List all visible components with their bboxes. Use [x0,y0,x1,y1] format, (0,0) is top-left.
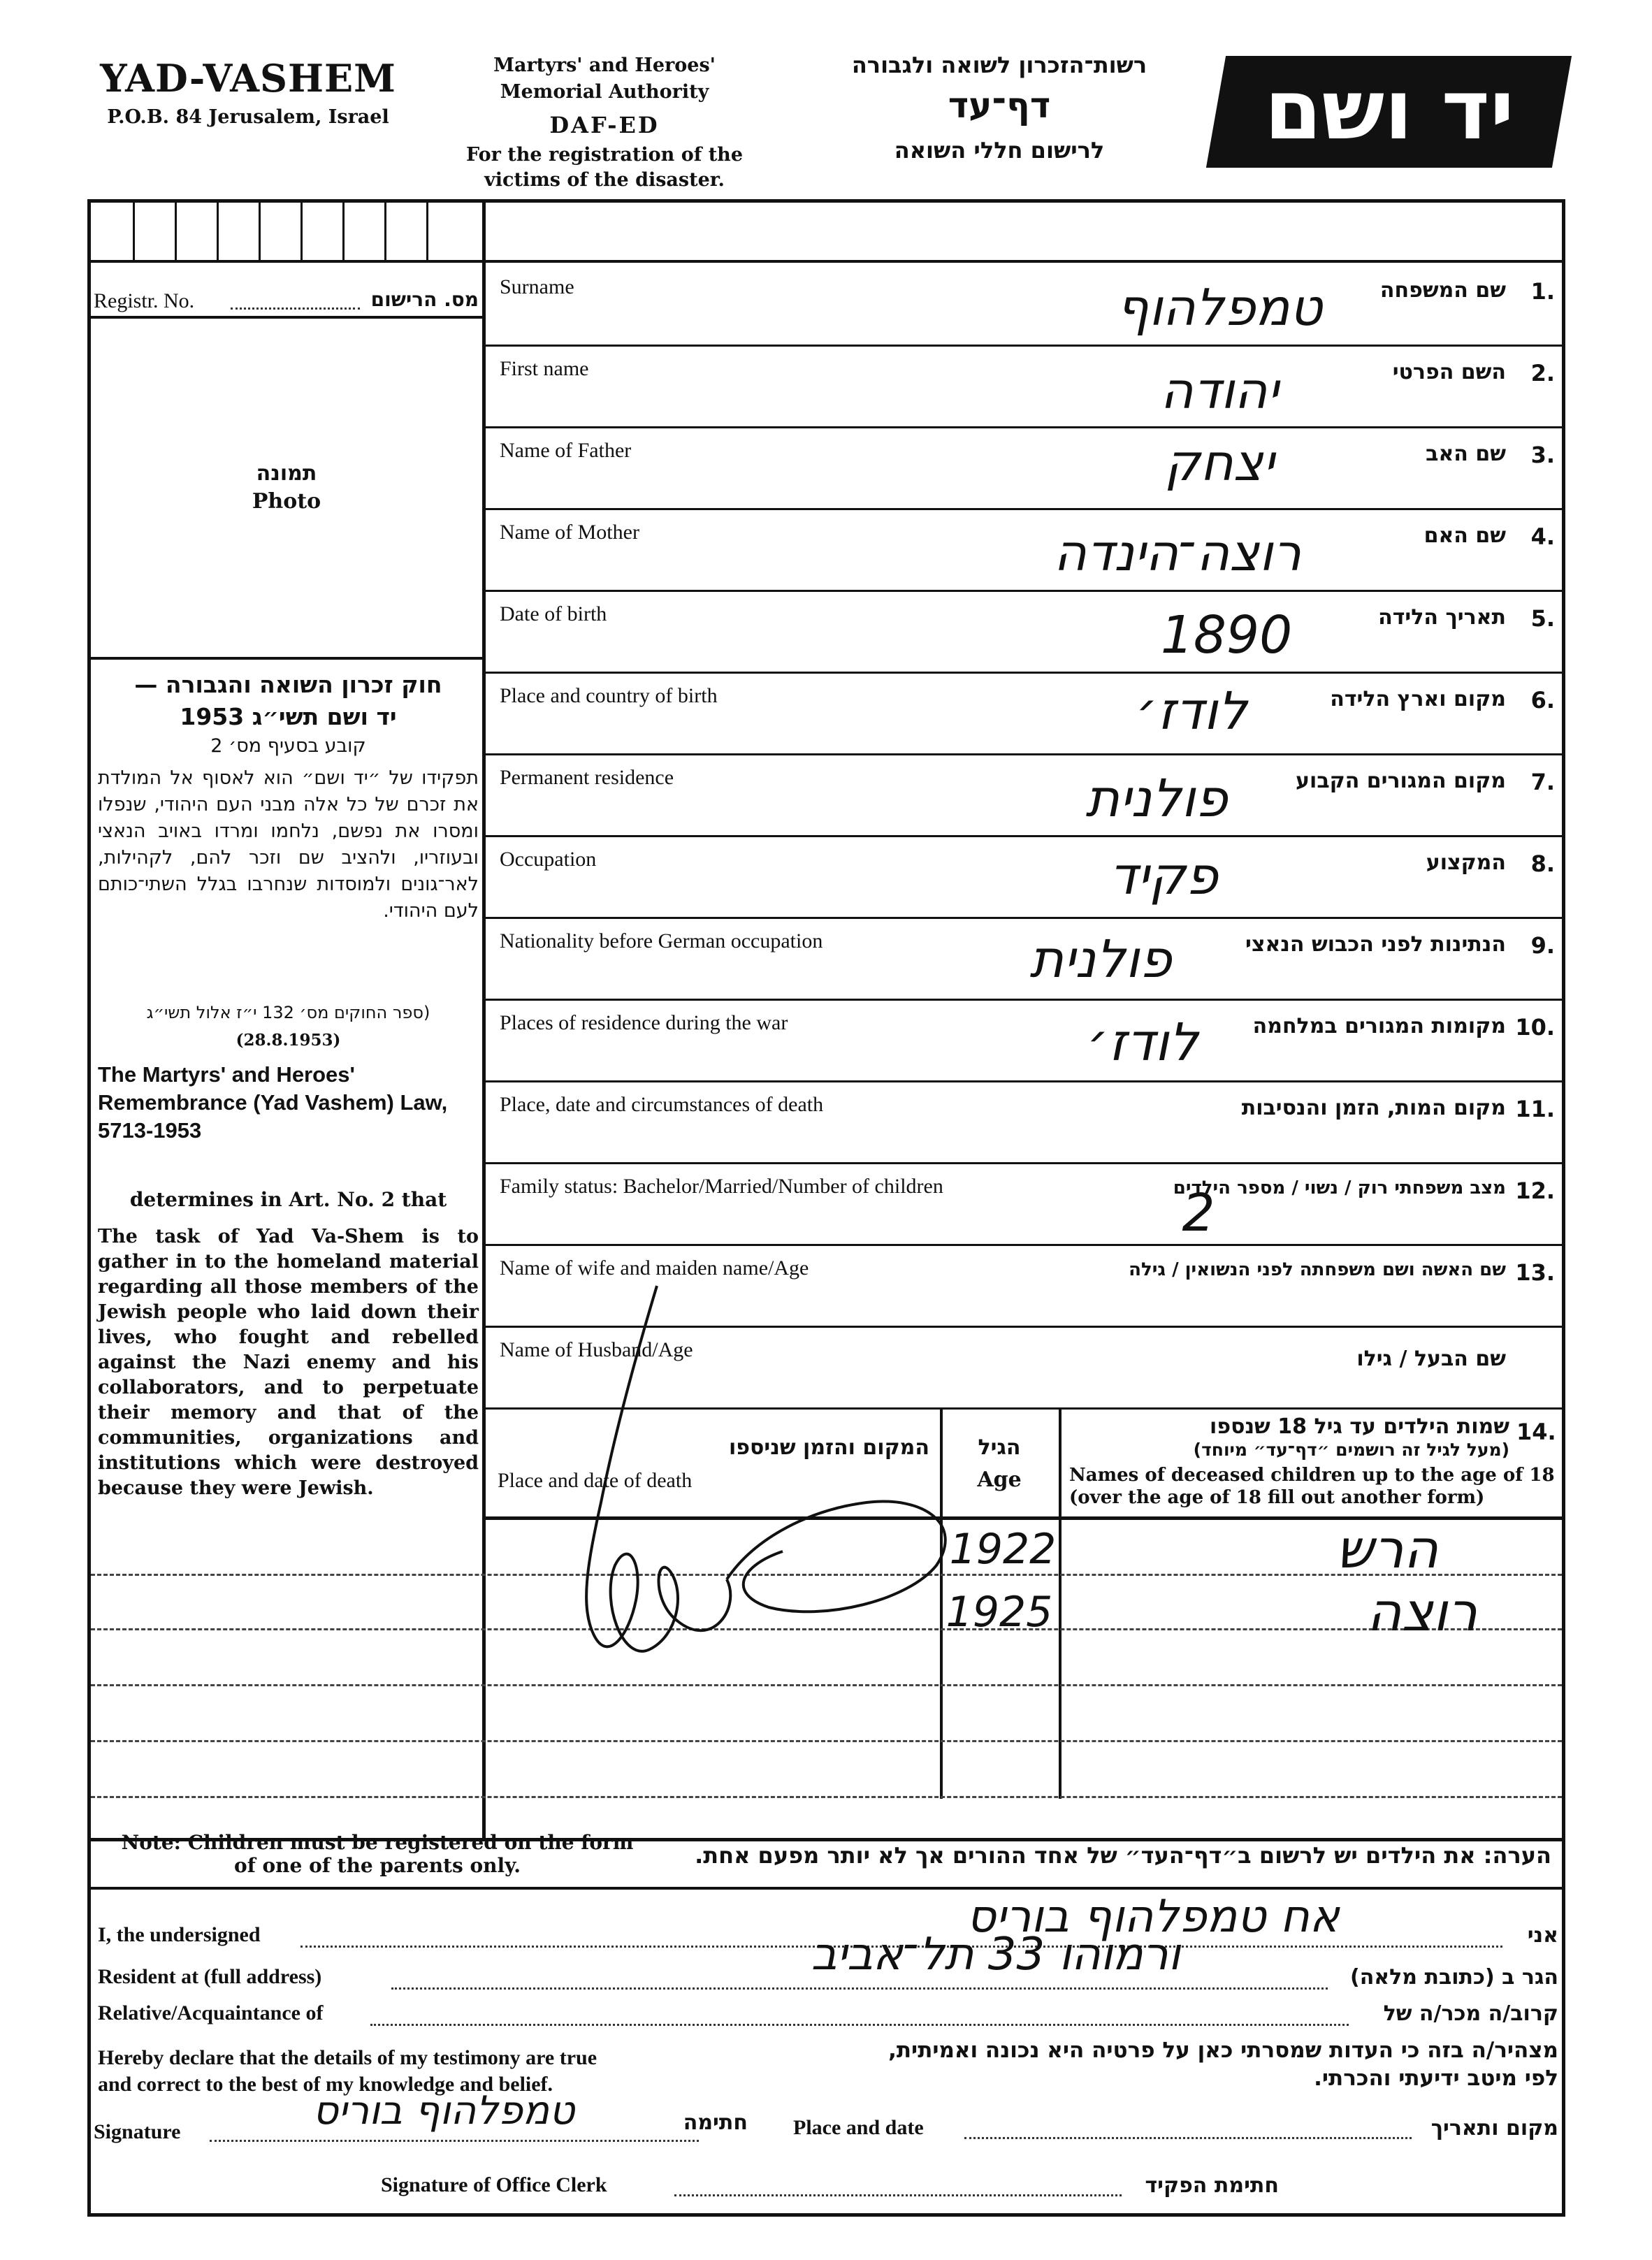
children-title-he: שמות הילדים עד גיל 18 שנספו [1210,1414,1509,1439]
children-subtitle-he: (מעל לגיל זה רושמים ״דף־עד״ מיוחד) [1193,1440,1509,1460]
field-number: 3. [1530,442,1555,468]
field-label-he: הנתינות לפני הכבוש הנאצי [1245,932,1506,957]
registr-label-en: Registr. No. [94,289,195,312]
declare-en-2: and correct to the best of my knowledge and belief. [98,2073,553,2096]
child-name[interactable]: הרש [1335,1518,1439,1580]
field-row[interactable] [486,999,1562,1082]
field-row[interactable] [486,917,1562,1001]
field-value[interactable]: לודז׳ [1087,1013,1198,1073]
field-label-he: שם המשפחה [1379,278,1506,303]
law-text-en: The task of Yad Va-Shem is to gather in to the homeland material regarding all those members of the Jewish people who laid down their lives, who fought and rebelled against the Nazi enemy and his collaborators, and to perpetuate their memory and that of the communities, organizations and institutions which were destroyed because they were Jewish. [98,1226,479,1499]
field-number: 2. [1530,360,1555,386]
authority-he: רשות־הזכרון לשואה ולגבורה [851,52,1147,78]
form-name-he: דף־עד [948,85,1051,126]
law-art-en: determines in Art. No. 2 that [129,1188,447,1211]
field-value[interactable]: לודז׳ [1136,681,1247,741]
undersigned-label-he: אני [1527,1923,1558,1948]
field-label-he: המקצוע [1426,850,1506,875]
law-ref-date: (28.8.1953) [236,1031,341,1050]
resident-value[interactable]: ורמוהו 33 תל־אביב [811,1929,1181,1980]
field-label-he: מקומות המגורים במלחמה [1252,1014,1506,1038]
field-label-he: מצב משפחתי רוק / נשוי / מספר הילדים [1173,1178,1506,1198]
field-label-en: Family status: Bachelor/Married/Number of children [500,1175,943,1198]
field-label-he: השם הפרטי [1392,360,1506,384]
children-title-en: Names of deceased children up to the age of 18 [1069,1465,1555,1486]
photo-label-en: Photo [252,489,321,514]
field-number: 12. [1515,1178,1555,1204]
field-value[interactable]: 2 [1182,1183,1215,1243]
field-value[interactable]: 1890 [1160,605,1293,665]
field-number: 4. [1530,523,1555,550]
field-label-en: Name of Mother [500,521,639,544]
field-number: 1. [1530,278,1555,305]
children-number: 14. [1516,1419,1556,1445]
field-number: 8. [1530,850,1555,877]
field-value[interactable]: פולנית [1029,929,1172,990]
law-art-he: קובע בסעיף מס׳ 2 [210,735,366,757]
field-label-en: Occupation [500,848,597,871]
field-value[interactable]: פקיד [1109,846,1218,906]
undersigned-value[interactable]: אח טמפלהוף בוריס [966,1891,1340,1943]
relative-label-he: קרוב/ה מכר/ה של [1383,2001,1558,2026]
child-age[interactable]: 1925 [945,1588,1053,1637]
law-title-en: The Martyrs' and Heroes' Remembrance (Yad Vashem) Law, 5713-1953 [98,1062,448,1143]
place-date-label-en: Place and date [793,2116,924,2139]
place-label-he: המקום והזמן שניספו [728,1435,929,1460]
field-row[interactable] [486,263,1562,347]
field-row[interactable] [486,753,1562,837]
note-en [105,1831,650,1877]
note-en-line-2: of one of the parents only. [234,1854,521,1877]
relative-label-en: Relative/Acquaintance of [98,2001,324,2024]
form-name-en: DAF-ED [549,112,660,138]
registr-label-he: מס. הרישום [370,288,479,311]
signature-label-he: חתימה [683,2110,748,2135]
signature-value[interactable]: טמפלהוף בוריס [312,2088,575,2134]
field-label-en: Name of Husband/Age [500,1338,693,1361]
field-number: 11. [1515,1096,1555,1122]
field-row[interactable] [486,835,1562,919]
field-number: 10. [1515,1014,1555,1041]
field-label-he: מקום המגורים הקבוע [1296,769,1506,793]
field-label-he: שם האם [1423,523,1506,548]
law-title-he-2: יד ושם תשי״ג 1953 [180,703,397,730]
clerk-label-en: Signature of Office Clerk [381,2173,607,2196]
field-label-en: Place and country of birth [500,684,718,707]
field-value[interactable]: יהודה [1160,361,1279,420]
place-date-label-he: מקום ותאריך [1430,2116,1558,2141]
yad-vashem-logo [1206,56,1572,168]
age-label-en: Age [977,1468,1022,1492]
photo-label-he: תמונה [256,461,317,486]
field-row[interactable] [486,672,1562,755]
field-label-en: Place, date and circumstances of death [500,1093,824,1116]
field-row[interactable] [486,508,1562,592]
declare-he-1: מצהיר/ה בזה כי העדות שמסרתי כאן על פרטיה היא נכונה ואמיתית, [888,2038,1558,2063]
field-row[interactable] [486,1080,1562,1164]
purpose-he: לרישום חללי השואה [894,137,1105,164]
age-label-he: הגיל [978,1435,1021,1460]
resident-label-en: Resident at (full address) [98,1965,322,1988]
note-he: הערה: את הילדים יש לרשום ב״דף־העד״ של אחד ההורים אך לא יותר מפעם אחת. [695,1842,1551,1869]
authority-line-1: Martyrs' and Heroes' [493,55,716,76]
law-ref-he: (ספר החוקים מס׳ 132 י״ז אלול תשי״ג [146,1003,430,1022]
field-label-en: Date of birth [500,602,607,625]
clerk-label-he: חתימת הפקיד [1145,2173,1279,2198]
children-subtitle-en: (over the age of 18 fill out another form) [1069,1487,1485,1508]
field-value[interactable]: פולנית [1085,769,1228,829]
field-label-he: שם הבעל / גילו [1356,1347,1506,1371]
declare-he-2: לפי מיטב ידיעתי והכרתי. [1314,2066,1558,2091]
field-label-en: Surname [500,275,574,298]
field-row[interactable] [486,426,1562,510]
purpose-line-1: For the registration of the [465,144,743,166]
field-label-en: Name of wife and maiden name/Age [500,1256,809,1280]
field-row[interactable] [486,590,1562,674]
field-value[interactable]: טמפלהוף [1116,278,1323,337]
field-label-he: מקום המות, הזמן והנסיבות [1241,1096,1506,1120]
field-number: 7. [1530,769,1555,795]
child-age[interactable]: 1922 [949,1525,1057,1574]
field-label-en: First name [500,357,589,380]
field-label-he: מקום וארץ הלידה [1330,687,1506,711]
field-value[interactable]: רוצה־הינדה [1053,523,1302,582]
field-row[interactable] [486,1162,1562,1246]
place-label-en: Place and date of death [498,1469,693,1492]
authority-line-2: Memorial Authority [500,81,709,103]
field-label-he: שם האב [1426,442,1506,466]
registr-digit-boxes[interactable] [91,203,482,260]
org-address: P.O.B. 84 Jerusalem, Israel [107,106,389,128]
field-value[interactable]: יצחק [1164,433,1275,492]
field-label-en: Nationality before German occupation [500,929,823,952]
field-row[interactable] [486,345,1562,428]
child-name[interactable]: רוצה [1366,1581,1478,1643]
signature-label-en: Signature [94,2120,181,2143]
org-name: YAD-VASHEM [100,56,396,101]
field-label-he: תאריך הלידה [1378,605,1506,630]
undersigned-label-en: I, the undersigned [98,1923,261,1946]
signature-scribble [545,1272,1104,1705]
field-label-en: Permanent residence [500,766,674,789]
field-number: 5. [1530,605,1555,632]
logo-text: יד ושם [1264,61,1514,158]
field-label-en: Places of residence during the war [500,1011,788,1034]
resident-label-he: הגר ב (כתובת מלאה) [1349,1965,1558,1990]
field-label-he: שם האשה ושם משפחתה לפני הנשואין / גילה [1129,1259,1506,1280]
law-text-he: תפקידו של ״יד ושם״ הוא לאסוף אל המולדת את זכרם של כל אלה מבני העם היהודי, שנפלו ומסרו את נפשם, נלחמו ומרדו באויב הנאצי ובעוזריו, ולהציב שם וזכר להם, לקהילות, לאר־גונים ולמוסדות שנחרבו בגלל השתי־כותם לעם היהודי. [98,767,479,922]
declare-en-1: Hereby declare that the details of my testimony are true [98,2046,597,2069]
field-label-en: Name of Father [500,439,632,462]
law-title-he: חוק זכרון השואה והגבורה — [134,671,442,698]
field-number: 13. [1515,1259,1555,1286]
note-en-line-1: Note: Children must be registered on the form [121,1831,634,1854]
field-number: 9. [1530,932,1555,959]
purpose-line-2: victims of the disaster. [484,169,725,191]
field-number: 6. [1530,687,1555,714]
